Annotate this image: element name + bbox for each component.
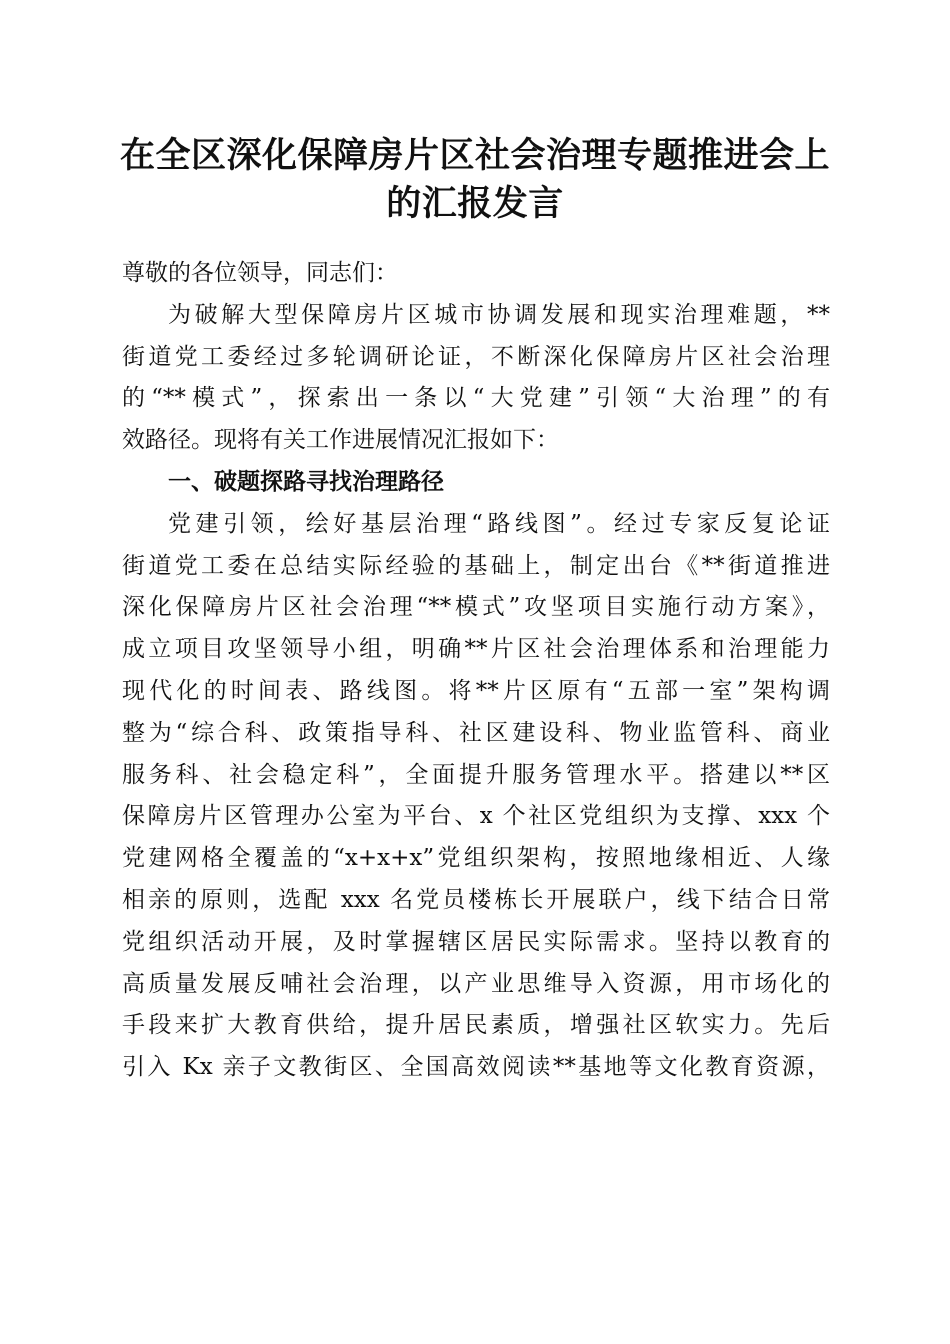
paragraph-line: 街道党工委在总结实际经验的基础上，制定出台《**街道推进 [122,552,830,579]
paragraph-line: 效路径。现将有关工作进展情况汇报如下： [122,427,559,454]
paragraph-line: 街道党工委经过多轮调研论证，不断深化保障房片区社会治理 [122,343,830,370]
paragraph-line: 党组织活动开展，及时掌握辖区居民实际需求。坚持以教育的 [122,928,830,955]
paragraph-line: 深化保障房片区社会治理“**模式”攻坚项目实施行动方案》， [122,594,830,621]
section-paragraph [122,504,830,1089]
paragraph-line: 的“**模式”，探索出一条以“大党建”引领“大治理”的有 [122,385,830,412]
paragraph-line: 相亲的原则，选配 xxx 名党员楼栋长开展联户，线下结合日常 [122,886,830,913]
paragraph-line: 保障房片区管理办公室为平台、x 个社区党组织为支撑、xxx 个 [122,803,830,830]
document-title [100,132,850,228]
paragraph-line: 成立项目攻坚领导小组，明确**片区社会治理体系和治理能力 [122,636,830,663]
salutation: 尊敬的各位领导，同志们： [122,260,398,286]
paragraph-line: 现代化的时间表、路线图。将**片区原有“五部一室”架构调 [122,677,830,704]
section-heading: 一、破题探路寻找治理路径 [168,468,444,495]
document-body [122,253,830,1089]
intro-paragraph [122,295,830,462]
paragraph-line: 整为“综合科、政策指导科、社区建设科、物业监管科、商业 [122,719,830,746]
paragraph-line: 引入 Kx 亲子文教街区、全国高效阅读**基地等文化教育资源， [122,1054,830,1081]
paragraph-line: 为破解大型保障房片区城市协调发展和现实治理难题，** [168,301,830,328]
paragraph-line: 党建网格全覆盖的“x+x+x”党组织架构，按照地缘相近、人缘 [122,845,830,872]
paragraph-line: 服务科、社会稳定科”，全面提升服务管理水平。搭建以**区 [122,761,830,788]
title-line-1: 在全区深化保障房片区社会治理专题推进会上 [119,135,830,176]
title-line-2: 的汇报发言 [386,183,564,224]
paragraph-line: 高质量发展反哺社会治理，以产业思维导入资源，用市场化的 [122,970,830,997]
paragraph-line: 党建引领，绘好基层治理“路线图”。经过专家反复论证 [168,510,830,537]
paragraph-line: 手段来扩大教育供给，提升居民素质，增强社区软实力。先后 [122,1012,830,1039]
